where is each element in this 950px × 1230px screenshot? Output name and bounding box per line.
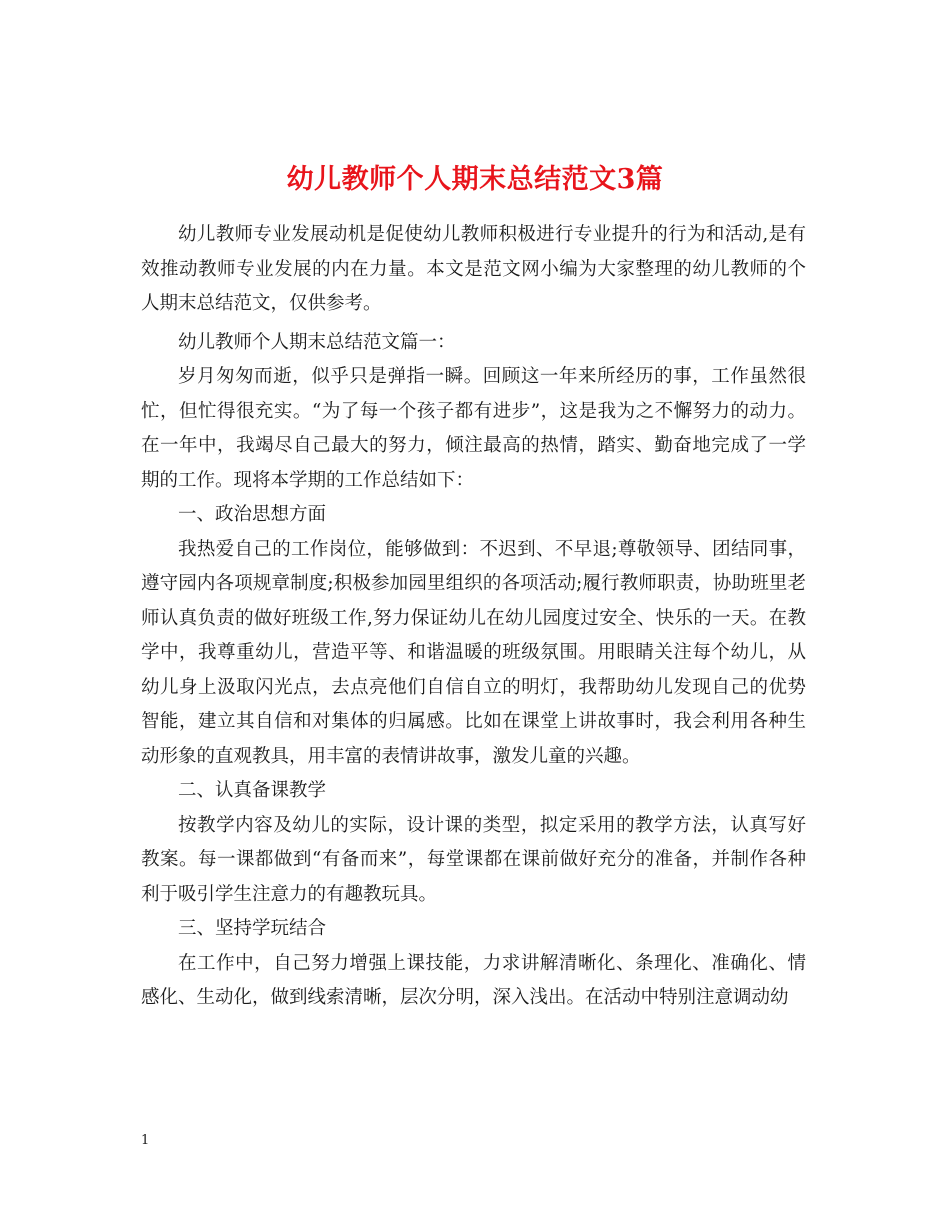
body-paragraph: 岁月匆匆而逝，似乎只是弹指一瞬。回顾这一年来所经历的事，工作虽然很忙，但忙得很充实。“为了每一个孩子都有进步”，这是我为之不懈努力的动力。在一年中，我竭尽自己最大的努力，倾注最高的热情，踏实、勤奋地完成了一学期的工作。现将本学期的工作总结如下： <box>141 366 806 491</box>
section-heading-learn-play: 三、坚持学玩结合 <box>178 918 327 939</box>
section-heading-part-one: 幼儿教师个人期末总结范文篇一： <box>178 331 456 353</box>
intro-paragraph: 幼儿教师专业发展动机是促使幼儿教师积极进行专业提升的行为和活动,是有效推动教师专业发展的内在力量。本文是范文网小编为大家整理的幼儿教师的个人期末总结范文，仅供参考。 <box>141 224 806 314</box>
section-heading-lesson-prep: 二、认真备课教学 <box>178 780 327 801</box>
body-paragraph: 在工作中，自己努力增强上课技能，力求讲解清晰化、条理化、准确化、情感化、生动化，做到线索清晰，层次分明，深入浅出。在活动中特别注意调动幼 <box>141 952 806 1008</box>
page-number: 1 <box>141 1133 150 1148</box>
document-title: 幼儿教师个人期末总结范文3篇 <box>286 164 664 196</box>
document-body <box>141 218 806 1016</box>
section-heading-politics: 一、政治思想方面 <box>178 504 327 525</box>
body-paragraph: 我热爱自己的工作岗位，能够做到：不迟到、不早退;尊敬领导、团结同事，遵守园内各项规章制度;积极参加园里组织的各项活动;履行教师职责，协助班里老师认真负责的做好班级工作,努力保证幼儿在幼儿园度过安全、快乐的一天。在教学中，我尊重幼儿，营造平等、和谐温暖的班级氛围。用眼睛关注每个幼儿，从幼儿身上汲取闪光点，去点亮他们自信自立的明灯，我帮助幼儿发现自己的优势智能，建立其自信和对集体的归属感。比如在课堂上讲故事时，我会利用各种生动形象的直观教具，用丰富的表情讲故事，激发儿童的兴趣。 <box>141 538 806 767</box>
body-paragraph: 按教学内容及幼儿的实际，设计课的类型，拟定采用的教学方法，认真写好教案。每一课都做到“有备而来”，每堂课都在课前做好充分的准备，并制作各种利于吸引学生注意力的有趣教玩具。 <box>141 814 806 905</box>
